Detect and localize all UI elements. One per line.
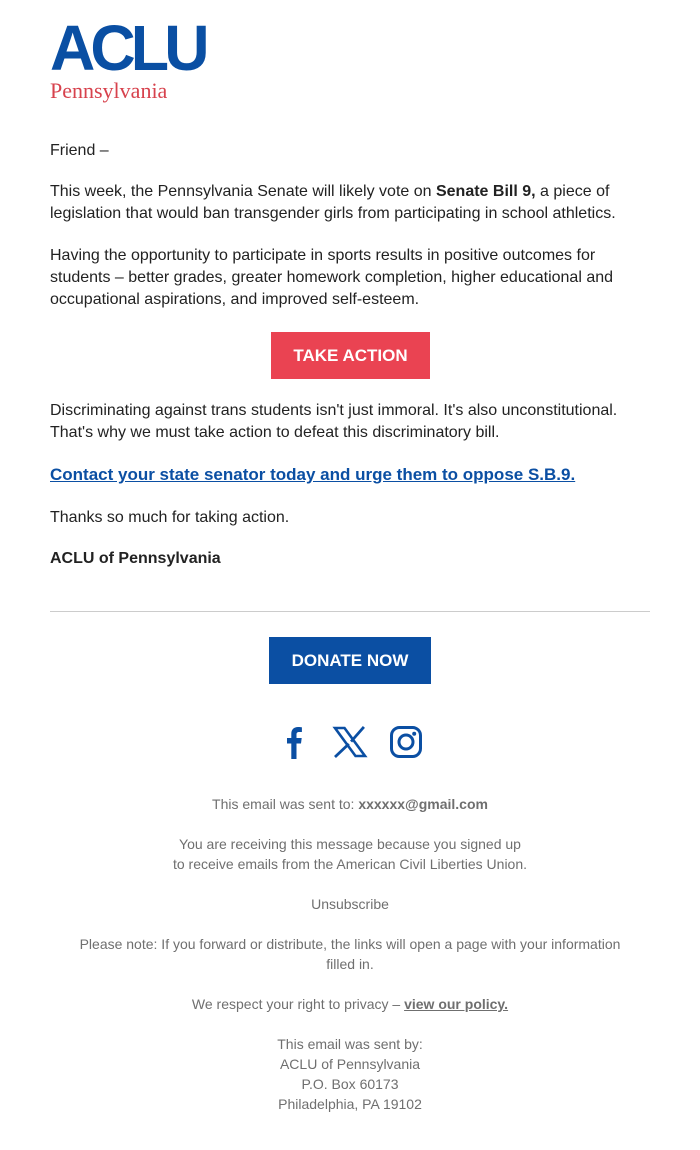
thanks-text: Thanks so much for taking action. [50, 509, 290, 526]
privacy-policy-link[interactable]: view our policy. [404, 996, 509, 1012]
paragraph-sports-benefits: Having the opportunity to participate in sports results in positive outcomes for students – better grades, greater homework completion, higher educational and occupational aspirations, and improved self-esteem. [50, 247, 614, 308]
divider [50, 611, 650, 612]
sender-org-name: ACLU of Pennsylvania [279, 1056, 421, 1072]
sender-address [50, 1034, 650, 1114]
receiving-notice-line-2: to receive emails from the American Civil Liberties Union. [172, 856, 528, 872]
x-icon[interactable] [332, 724, 368, 760]
paragraph-discrimination: Discriminating against trans students isn't just immoral. It's also unconstitutional. That's why we must take action to defeat this discriminatory bill. [50, 402, 618, 441]
signature: ACLU of Pennsylvania [50, 550, 221, 567]
paragraph-senate-bill-start: This week, the Pennsylvania Senate will likely vote on [50, 183, 436, 200]
greeting: Friend – [50, 142, 109, 159]
receiving-notice-line-1: You are receiving this message because you signed up [179, 836, 521, 852]
sent-by-label: This email was sent by: [277, 1036, 423, 1052]
donate-now-button[interactable]: DONATE NOW [269, 637, 431, 684]
paragraph-senate-bill-end: a piece of legislation that would ban transgender girls from participating in school athletics. [50, 183, 616, 222]
logo-wordmark: ACLU [50, 12, 205, 84]
logo-subtitle: Pennsylvania [50, 78, 168, 103]
contact-senator-link[interactable]: Contact your state senator today and urge them to oppose S.B.9. [50, 465, 576, 484]
recipient-email: xxxxxx@gmail.com [358, 796, 488, 812]
sent-to-line [50, 794, 650, 814]
sender-po-box: P.O. Box 60173 [301, 1076, 399, 1092]
forward-note: Please note: If you forward or distribute, the links will open a page with your information filled in. [79, 936, 621, 972]
aclu-pennsylvania-logo[interactable] [50, 12, 210, 104]
senate-bill-name: Senate Bill 9, [435, 183, 536, 200]
take-action-button[interactable]: TAKE ACTION [271, 332, 430, 379]
paragraph-senate-bill [50, 181, 650, 225]
instagram-icon[interactable] [388, 724, 424, 760]
facebook-icon[interactable] [276, 724, 312, 760]
receiving-notice [50, 834, 650, 874]
unsubscribe-link[interactable]: Unsubscribe [311, 896, 389, 912]
sent-to-label: This email was sent to: [212, 796, 359, 812]
privacy-line [50, 994, 650, 1014]
privacy-text: We respect your right to privacy – [191, 996, 405, 1012]
sender-city: Philadelphia, PA 19102 [278, 1096, 422, 1112]
